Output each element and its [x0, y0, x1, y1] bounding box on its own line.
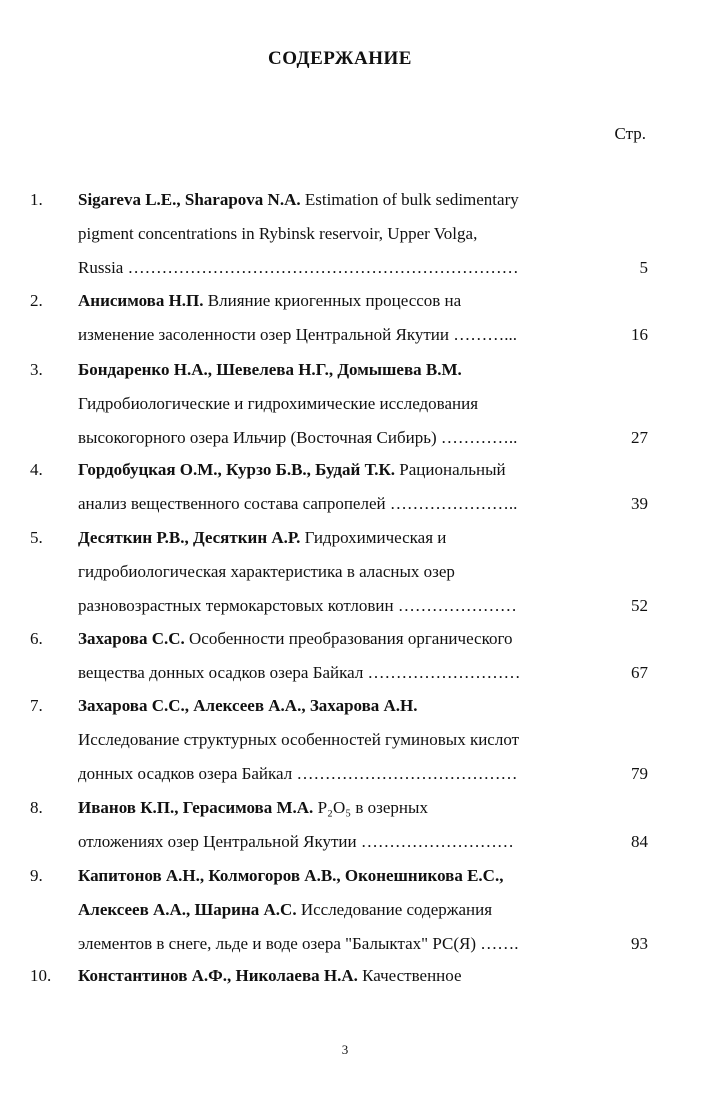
toc-entry-line — [78, 189, 519, 211]
toc-entry-line — [78, 865, 503, 887]
toc-entry-line — [78, 831, 514, 853]
toc-entry-number: 2. — [30, 291, 43, 310]
toc-entry-text: отложениях озер Центральной Якутии ……………………… — [78, 832, 514, 851]
toc-entry-text: элементов в снеге, льде и воде озера "Балыктах" РС(Я) ……. — [78, 934, 519, 953]
toc-entry-page: 52 — [631, 596, 648, 615]
toc-entry-page: 16 — [631, 325, 648, 344]
toc-entry-number: 9. — [30, 866, 43, 885]
toc-entry-number: 4. — [30, 460, 43, 479]
toc-entry-page: 84 — [631, 832, 648, 851]
toc-entry-line — [78, 965, 462, 987]
toc-entry-authors: Алексеев А.А., Шарина А.С. — [78, 900, 297, 919]
toc-entry-line — [78, 527, 446, 549]
toc-entry-text: Особенности преобразования органического — [184, 629, 513, 648]
toc-entry-line — [78, 493, 517, 515]
toc-entry-page: 39 — [631, 494, 648, 513]
toc-entry-text: Исследование структурных особенностей гуминовых кислот — [78, 730, 520, 749]
toc-entry-text: разновозрастных термокарстовых котловин ………………… — [78, 596, 517, 615]
toc-entry-text: высокогорного озера Ильчир (Восточная Сибирь) ………….. — [78, 428, 518, 447]
toc-entry-line — [78, 393, 478, 415]
toc-entry-text: Гидрохимическая и — [300, 528, 447, 547]
toc-entry-number: 7. — [30, 696, 43, 715]
toc-entry-text: Рациональный — [395, 460, 506, 479]
toc-entry-number: 5. — [30, 528, 43, 547]
footer-page-number: 3 — [341, 1042, 349, 1057]
toc-entry-line — [78, 899, 492, 921]
toc-entry-authors: Иванов К.П., Герасимова М.А. — [78, 798, 314, 817]
toc-entry-authors: Захарова С.С., Алексеев А.А., Захарова А.Н. — [78, 696, 418, 715]
toc-entry-text: донных осадков озера Байкал ………………………………… — [78, 764, 518, 783]
toc-entry-line — [78, 763, 517, 785]
toc-entry-authors: Капитонов А.Н., Колмогоров А.В., Оконешникова Е.С., — [78, 866, 504, 885]
toc-entry-line — [78, 933, 518, 955]
toc-entry-number: 10. — [30, 966, 52, 985]
toc-entry-line — [78, 561, 455, 583]
toc-entry-page: 93 — [631, 934, 648, 953]
toc-entry-text: Исследование содержания — [296, 900, 493, 919]
toc-entry-line — [78, 427, 517, 449]
toc-entry-authors: Бондаренко Н.А., Шевелева Н.Г., Домышева В.М. — [78, 360, 462, 379]
toc-entry-number: 3. — [30, 360, 43, 379]
toc-entry-number: 1. — [30, 190, 43, 209]
toc-entry-line — [78, 459, 506, 481]
toc-entry-line — [78, 729, 519, 751]
toc-entry-line — [78, 257, 519, 279]
toc-entry-text: гидробиологическая характеристика в аласных озер — [78, 562, 455, 581]
toc-entry-line — [78, 595, 517, 617]
toc-entry-page: 27 — [631, 428, 648, 447]
toc-entry-line — [78, 662, 521, 684]
toc-entry-authors: Гордобуцкая О.М., Курзо Б.В., Будай Т.К. — [78, 460, 396, 479]
toc-entry-line — [78, 290, 461, 312]
page-column-label: Стр. — [614, 124, 646, 143]
toc-entry-text: изменение засоленности озер Центральной Якутии ………... — [78, 325, 517, 344]
toc-entry-page: 79 — [631, 764, 648, 783]
toc-entry-text: Гидробиологические и гидрохимические исследования — [78, 394, 479, 413]
toc-entry-text: Качественное — [357, 966, 462, 985]
toc-entry-text: Влияние криогенных процессов на — [203, 291, 462, 310]
toc-entry-line — [78, 797, 428, 819]
toc-entry-number: 6. — [30, 629, 43, 648]
toc-entry-line — [78, 359, 462, 381]
toc-entry-authors: Десяткин Р.В., Десяткин А.Р. — [78, 528, 301, 547]
toc-entry-text: Russia …………………………………………………………… — [78, 258, 519, 277]
toc-entry-text: Estimation of bulk sedimentary — [300, 190, 519, 209]
toc-entry-number: 8. — [30, 798, 43, 817]
toc-entry-page: 5 — [639, 258, 648, 277]
toc-entry-authors: Анисимова Н.П. — [78, 291, 204, 310]
toc-entry-page: 67 — [631, 663, 648, 682]
toc-entry-line — [78, 223, 477, 245]
toc-entry-authors: Константинов А.Ф., Николаева Н.А. — [78, 966, 358, 985]
toc-entry-text: P₂O₅ в озерных — [313, 798, 428, 817]
toc-entry-line — [78, 324, 517, 346]
toc-entry-text: pigment concentrations in Rybinsk reservoir, Upper Volga, — [78, 224, 478, 243]
toc-entry-text: вещества донных осадков озера Байкал ……………………… — [78, 663, 521, 682]
toc-entry-authors: Sigareva L.E., Sharapova N.A. — [78, 190, 301, 209]
toc-entry-line — [78, 628, 513, 650]
toc-entry-authors: Захарова С.С. — [78, 629, 185, 648]
toc-entry-line — [78, 695, 418, 717]
page-title: СОДЕРЖАНИЕ — [268, 48, 412, 69]
toc-entry-text: анализ вещественного состава сапропелей ………………….. — [78, 494, 518, 513]
